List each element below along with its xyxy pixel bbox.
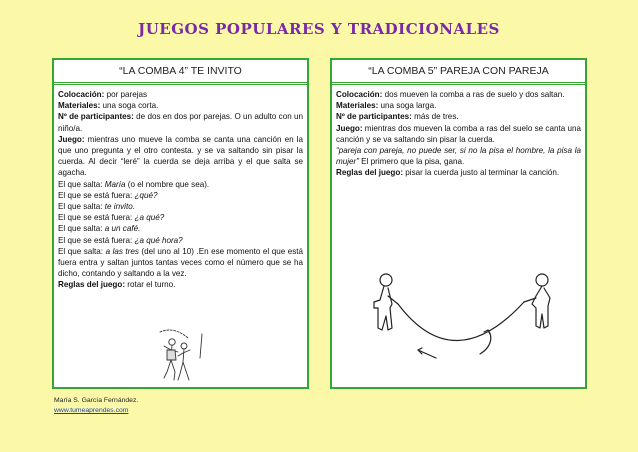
dialogue-speaker: El que salta: xyxy=(58,202,105,212)
participantes-label: Nº de participantes: xyxy=(336,112,412,122)
dialogue-speaker: El que salta: xyxy=(58,179,105,189)
colocacion-label: Colocación: xyxy=(58,90,105,99)
materiales-paragraph xyxy=(336,100,581,111)
page-title: JUEGOS POPULARES Y TRADICIONALES xyxy=(138,20,500,38)
juego-label: Juego: xyxy=(58,134,85,144)
dialogue-line xyxy=(58,235,303,246)
footer xyxy=(54,396,138,416)
dialogue-note: (o el nombre que sea). xyxy=(125,179,210,189)
materiales-text: una soga corta. xyxy=(100,101,159,111)
dialogue-line xyxy=(58,223,303,234)
dialogue-reply: a un café. xyxy=(104,224,141,234)
dialogue-reply: te invito. xyxy=(104,202,135,212)
dialogue-speaker: El que se está fuera: xyxy=(58,235,135,245)
dialogue-speaker: El que se está fuera: xyxy=(58,213,135,223)
participantes-text: más de tres. xyxy=(411,112,459,122)
dialogue-line xyxy=(58,212,303,223)
participantes-paragraph xyxy=(336,111,581,122)
dialogue-note: (del uno al 10) .En ese momento el que está fuera entra y saltan juntos tantas veces como el número que se ha dicho, contando y saltando a la vez. xyxy=(58,246,303,279)
card-body xyxy=(332,85,585,179)
colocacion-label: Colocación: xyxy=(336,90,383,99)
reglas-paragraph xyxy=(58,279,303,290)
reglas-label: Reglas del juego: xyxy=(58,280,126,290)
colocacion-paragraph xyxy=(336,89,581,100)
colocacion-text: por parejas xyxy=(104,90,148,99)
author-name: María S. García Fernández. xyxy=(54,397,139,404)
materiales-label: Materiales: xyxy=(58,101,101,111)
card-heading: “LA COMBA 5” PAREJA CON PAREJA xyxy=(332,60,585,85)
dialogue-reply: ¿qué? xyxy=(134,190,158,200)
song-paragraph xyxy=(336,145,581,167)
materiales-label: Materiales: xyxy=(336,101,379,111)
card-la-comba-5 xyxy=(330,58,587,389)
juego-label: Juego: xyxy=(336,123,363,133)
song-note: El primero que la pisa, gana. xyxy=(358,157,465,167)
dialogue-speaker: El que salta: xyxy=(58,224,105,234)
dialogue-line xyxy=(58,179,303,190)
juego-text: mientras dos mueven la comba a ras del suelo se canta una canción y se va saltando sin pisar la cuerda. xyxy=(336,123,581,144)
participantes-label: Nº de participantes: xyxy=(58,112,134,122)
dialogue-speaker: El que se está fuera: xyxy=(58,190,135,200)
website-link[interactable]: www.tumeaprendes.com xyxy=(54,407,129,414)
dialogue-line xyxy=(58,246,303,280)
card-body xyxy=(54,85,307,291)
long-rope-illustration xyxy=(364,268,564,372)
dialogue-reply: María xyxy=(104,179,126,189)
participantes-text: de dos en dos por parejas. O un adulto con un niño/a. xyxy=(58,112,303,133)
dialogue-line xyxy=(58,201,303,212)
reglas-text: pisar la cuerda justo al terminar la canción. xyxy=(403,168,560,178)
juego-paragraph xyxy=(336,123,581,145)
participantes-paragraph xyxy=(58,111,303,133)
juego-paragraph xyxy=(58,134,303,179)
reglas-paragraph xyxy=(336,167,581,178)
dialogue-reply: ¿a qué hora? xyxy=(134,235,183,245)
dialogue-speaker: El que salta: xyxy=(58,246,106,256)
song-lyrics: “pareja con pareja, no puede ser, si no la pisa el hombre, la pisa la mujer” xyxy=(336,146,581,167)
dialogue-reply: a las tres xyxy=(105,246,139,256)
reglas-label: Reglas del juego: xyxy=(336,168,404,178)
dialogue-line xyxy=(58,190,303,201)
dialogue-reply: ¿a qué? xyxy=(134,213,165,223)
card-la-comba-4 xyxy=(52,58,309,389)
juego-text: mientras uno mueve la comba se canta una canción en la que uno pregunta y el otro contesta. y se va saltando sin pisar la cuerda. Al decir “leré” la cuerda se deja arriba y el que salta se agacha. xyxy=(58,134,303,178)
materiales-text: una soga larga. xyxy=(378,101,437,111)
card-heading: “LA COMBA 4” TE INVITO xyxy=(54,60,307,85)
reglas-text: rotar el turno. xyxy=(125,280,176,290)
materiales-paragraph xyxy=(58,100,303,111)
colocacion-paragraph xyxy=(58,89,303,100)
colocacion-text: dos mueven la comba a ras de suelo y dos saltan. xyxy=(382,90,565,99)
jump-rope-pair-illustration xyxy=(152,328,212,386)
